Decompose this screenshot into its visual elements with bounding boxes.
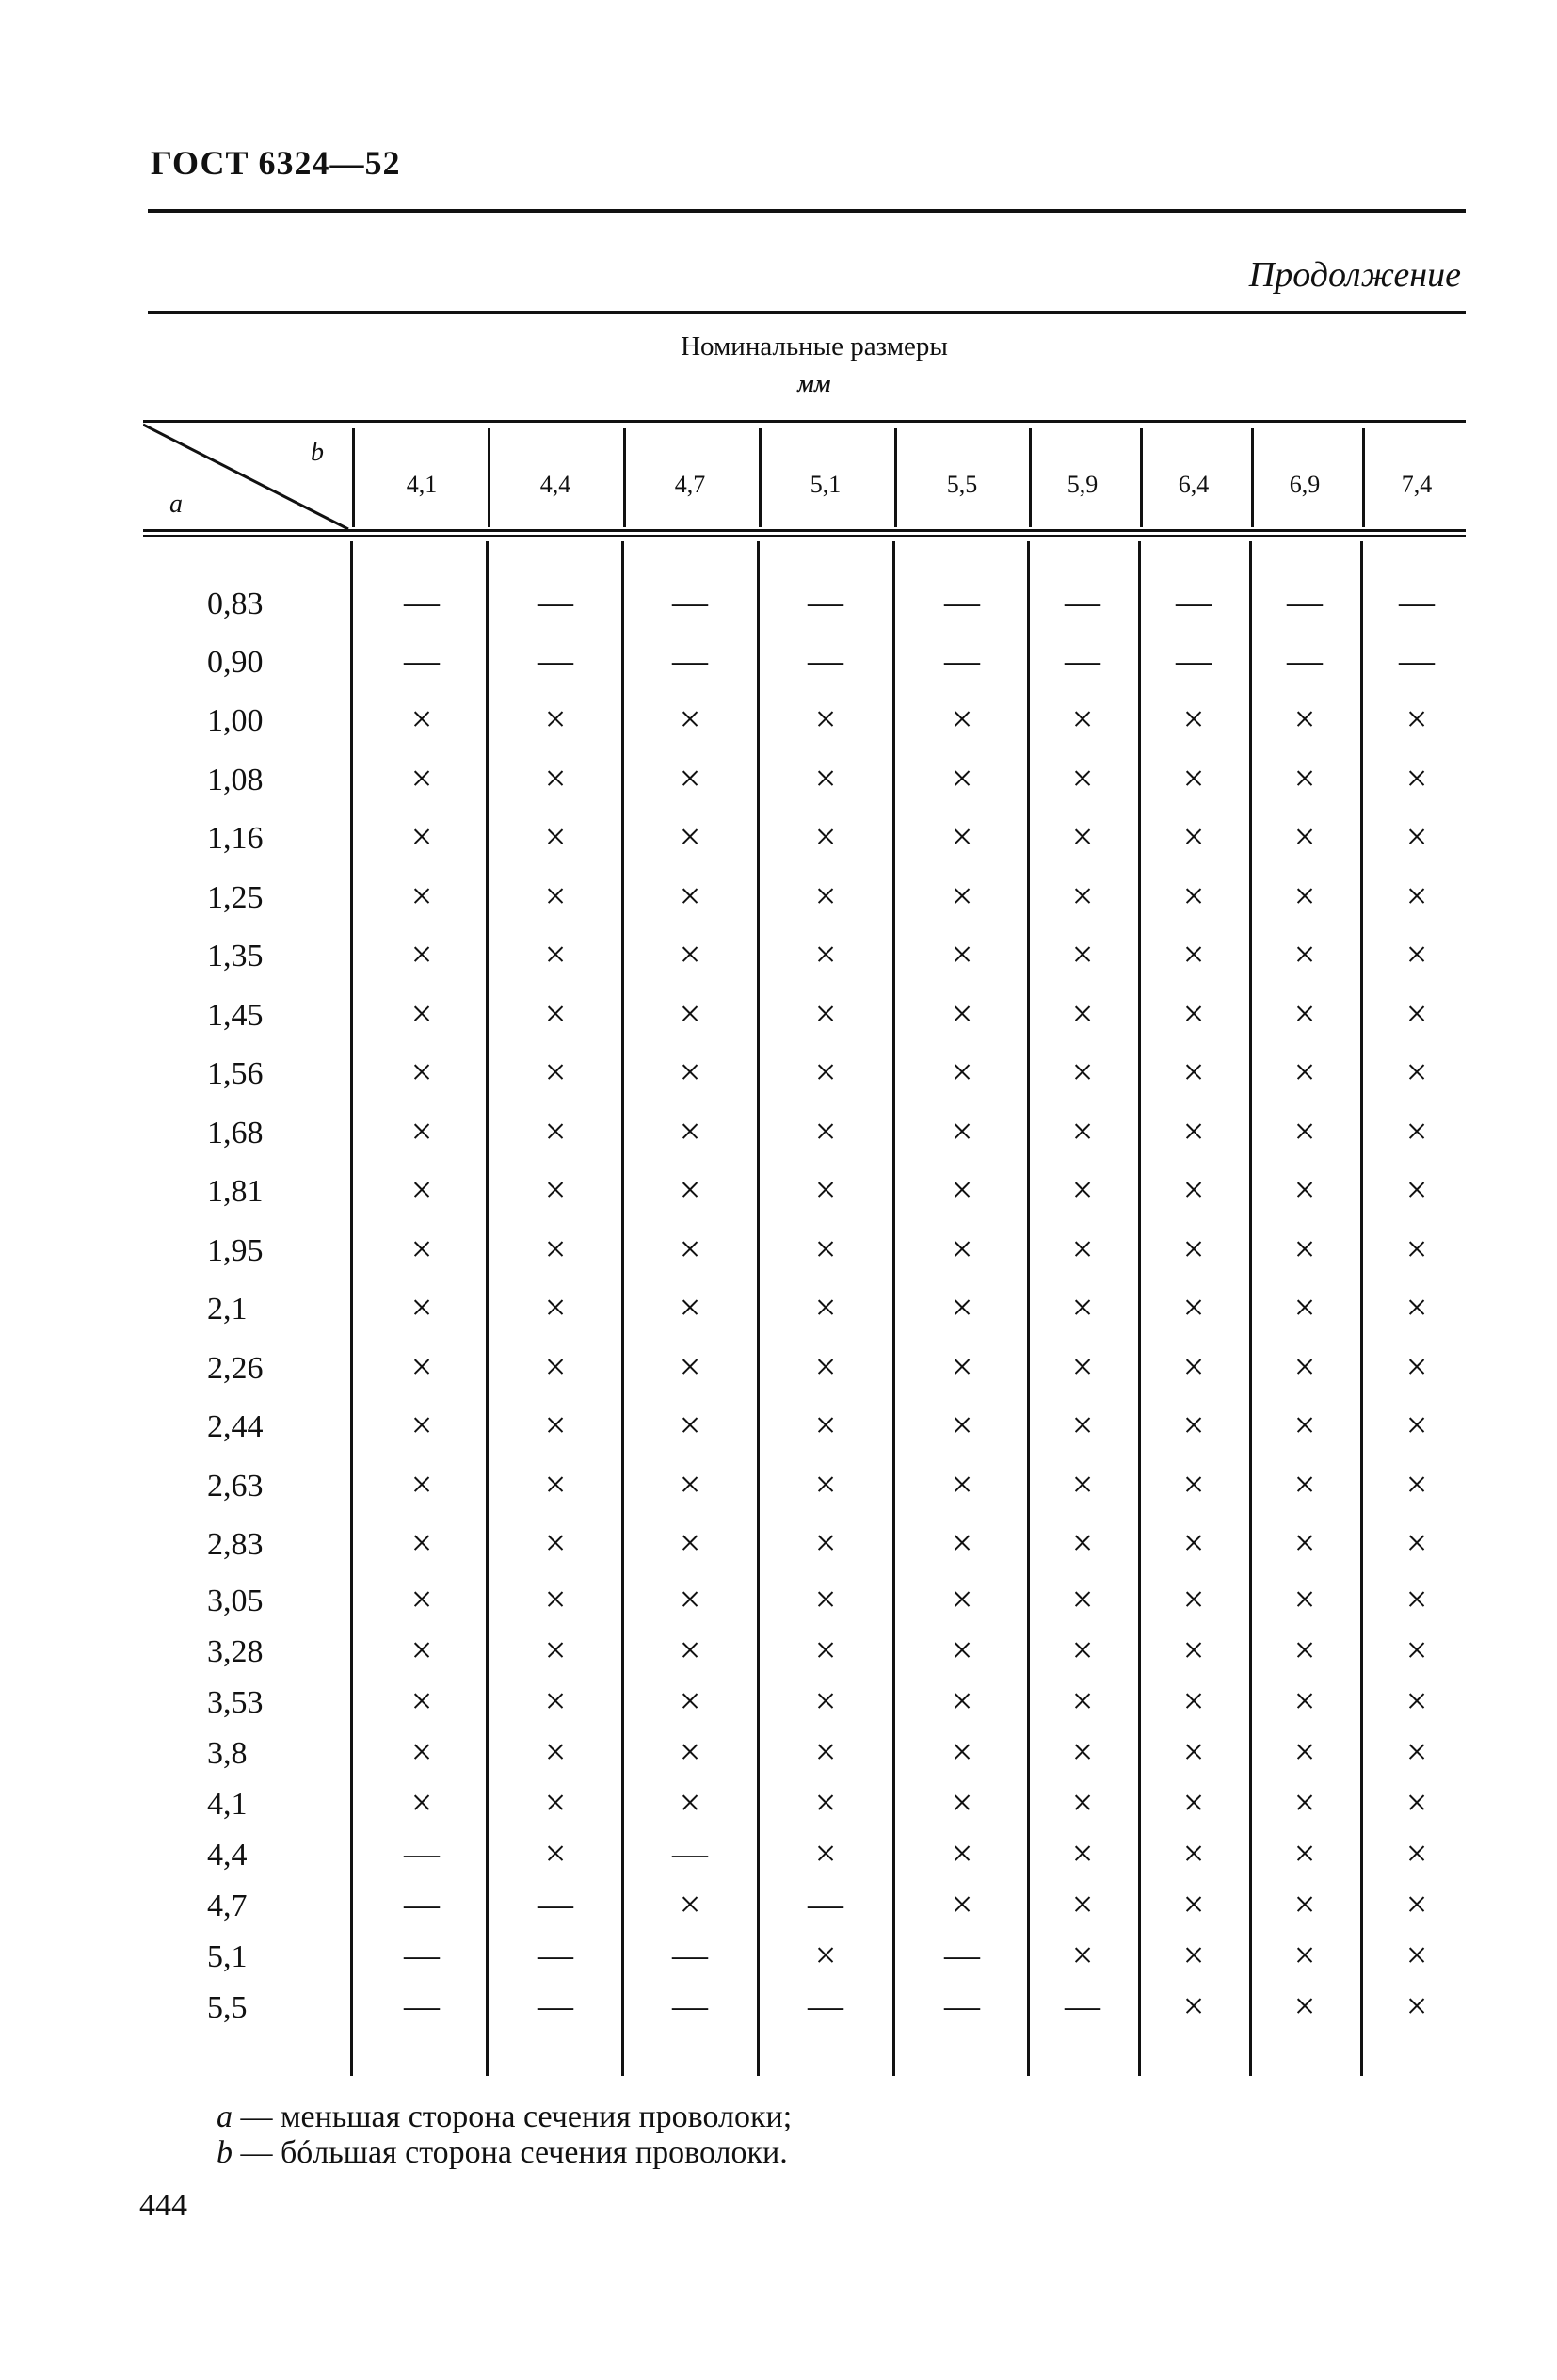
table-cell-dash: — [672, 1986, 708, 2026]
table-cell-cross: × [814, 1228, 837, 1270]
table-cell-cross: × [1293, 1985, 1316, 2027]
legend-a-text: — меньшая сторона сечения проволоки; [233, 2099, 793, 2134]
table-cell-cross: × [544, 1578, 567, 1620]
table-cell-cross: × [410, 815, 433, 858]
table-cell-cross: × [1293, 1578, 1316, 1620]
table-top-rule [148, 311, 1466, 314]
row-label: 2,63 [207, 1469, 264, 1504]
table-cell-cross: × [1071, 933, 1094, 975]
top-rule [148, 209, 1466, 213]
table-cell-cross: × [1071, 1345, 1094, 1388]
table-cell-cross: × [1071, 757, 1094, 799]
table-cell-cross: × [1182, 1781, 1205, 1824]
row-label: 0,83 [207, 587, 264, 621]
table-cell-cross: × [814, 1521, 837, 1564]
row-label: 0,90 [207, 645, 264, 680]
table-cell-cross: × [1293, 1404, 1316, 1446]
table-cell-cross: × [951, 1730, 973, 1773]
table-cell-cross: × [814, 1286, 837, 1328]
table-cell-cross: × [814, 757, 837, 799]
table-cell-cross: × [814, 815, 837, 858]
table-cell-dash: — [1176, 641, 1212, 681]
table-cell-cross: × [544, 1521, 567, 1564]
table-cell-cross: × [544, 875, 567, 917]
table-cell-cross: × [679, 875, 701, 917]
continuation-label: Продолжение [1248, 255, 1461, 295]
table-cell-cross: × [410, 698, 433, 740]
table-cell-cross: × [544, 1680, 567, 1722]
table-cell-cross: × [1071, 1110, 1094, 1152]
table-cell-cross: × [814, 1463, 837, 1505]
table-cell-cross: × [410, 1578, 433, 1620]
table-cell-cross: × [679, 1110, 701, 1152]
table-cell-cross: × [544, 1629, 567, 1671]
row-label: 1,95 [207, 1233, 264, 1268]
table-cell-cross: × [410, 875, 433, 917]
table-cell-cross: × [544, 1228, 567, 1270]
table-cell-cross: × [1293, 933, 1316, 975]
column-header: 6,4 [1178, 471, 1210, 498]
table-cell-cross: × [679, 1730, 701, 1773]
table-cell-cross: × [544, 698, 567, 740]
table-cell-cross: × [1071, 815, 1094, 858]
row-label: 2,1 [207, 1292, 248, 1327]
table-cell-dash: — [808, 641, 843, 681]
table-cell-cross: × [679, 698, 701, 740]
header-bottom-rule-2 [143, 535, 1466, 537]
row-axis-label: a [169, 490, 183, 519]
table-cell-cross: × [951, 933, 973, 975]
table-cell-cross: × [679, 1521, 701, 1564]
table-cell-cross: × [814, 875, 837, 917]
table-cell-dash: — [538, 1986, 573, 2026]
table-cell-cross: × [1182, 1286, 1205, 1328]
table-cell-cross: × [1182, 1578, 1205, 1620]
table-cell-cross: × [1405, 933, 1428, 975]
column-header: 5,1 [810, 471, 842, 498]
table-cell-dash: — [672, 583, 708, 622]
table-cell-cross: × [951, 1404, 973, 1446]
table-cell-cross: × [1182, 1110, 1205, 1152]
table-cell-cross: × [1405, 1110, 1428, 1152]
table-caption: Номинальные размеры [681, 331, 948, 362]
table-cell-cross: × [1405, 1578, 1428, 1620]
table-cell-cross: × [410, 1629, 433, 1671]
table-cell-dash: — [1287, 583, 1323, 622]
table-cell-cross: × [1293, 1680, 1316, 1722]
table-cell-cross: × [1071, 1521, 1094, 1564]
header-column-divider [352, 428, 355, 527]
table-cell-cross: × [1293, 1832, 1316, 1874]
table-cell-dash: — [944, 641, 980, 681]
table-cell-cross: × [1405, 1404, 1428, 1446]
table-cell-cross: × [1293, 1345, 1316, 1388]
table-cell-cross: × [1405, 1168, 1428, 1211]
table-cell-cross: × [951, 1629, 973, 1671]
table-cell-cross: × [1071, 1629, 1094, 1671]
table-cell-cross: × [814, 992, 837, 1035]
legend-a [217, 2099, 792, 2135]
table-cell-dash: — [1176, 583, 1212, 622]
row-label: 4,7 [207, 1889, 248, 1923]
table-cell-cross: × [1071, 1228, 1094, 1270]
table-cell-cross: × [951, 1521, 973, 1564]
table-cell-cross: × [1293, 1629, 1316, 1671]
table-cell-dash: — [1065, 583, 1100, 622]
table-cell-cross: × [951, 1345, 973, 1388]
table-cell-cross: × [679, 1168, 701, 1211]
table-cell-cross: × [951, 992, 973, 1035]
table-cell-dash: — [672, 1936, 708, 1975]
table-cell-cross: × [679, 1883, 701, 1925]
row-label: 2,83 [207, 1527, 264, 1562]
table-cell-cross: × [814, 1629, 837, 1671]
table-cell-cross: × [1293, 1168, 1316, 1211]
table-cell-cross: × [410, 1781, 433, 1824]
table-cell-cross: × [1182, 815, 1205, 858]
table-cell-cross: × [410, 1404, 433, 1446]
table-cell-cross: × [1182, 933, 1205, 975]
table-cell-cross: × [814, 1781, 837, 1824]
table-cell-cross: × [1293, 1228, 1316, 1270]
table-cell-dash: — [538, 1936, 573, 1975]
table-cell-cross: × [544, 933, 567, 975]
table-cell-cross: × [679, 1463, 701, 1505]
table-unit: мм [797, 370, 831, 397]
table-cell-cross: × [1293, 1286, 1316, 1328]
table-cell-cross: × [1405, 1629, 1428, 1671]
table-cell-cross: × [1182, 1521, 1205, 1564]
legend-a-symbol: a [217, 2099, 233, 2134]
table-cell-cross: × [951, 1781, 973, 1824]
table-cell-cross: × [1071, 1934, 1094, 1976]
table-cell-cross: × [1293, 757, 1316, 799]
table-cell-cross: × [1405, 992, 1428, 1035]
table-cell-cross: × [951, 875, 973, 917]
column-divider [892, 541, 895, 2076]
table-cell-cross: × [814, 1404, 837, 1446]
table-cell-cross: × [410, 1228, 433, 1270]
table-cell-cross: × [951, 1228, 973, 1270]
row-label: 4,1 [207, 1787, 248, 1822]
table-cell-cross: × [410, 1110, 433, 1152]
table-cell-cross: × [1182, 1228, 1205, 1270]
table-cell-dash: — [538, 583, 573, 622]
table-cell-dash: — [944, 1986, 980, 2026]
table-cell-cross: × [1182, 992, 1205, 1035]
table-cell-cross: × [1293, 1730, 1316, 1773]
table-cell-cross: × [1182, 1168, 1205, 1211]
table-cell-cross: × [814, 1578, 837, 1620]
table-cell-dash: — [1399, 583, 1435, 622]
table-cell-cross: × [1182, 698, 1205, 740]
table-cell-cross: × [1182, 1051, 1205, 1093]
table-cell-cross: × [1293, 875, 1316, 917]
table-cell-cross: × [1182, 1985, 1205, 2027]
table-cell-cross: × [1405, 1228, 1428, 1270]
table-cell-cross: × [951, 1832, 973, 1874]
table-cell-cross: × [1071, 1832, 1094, 1874]
table-cell-cross: × [410, 1680, 433, 1722]
table-cell-cross: × [544, 1345, 567, 1388]
table-cell-cross: × [544, 1832, 567, 1874]
table-cell-dash: — [404, 1936, 440, 1975]
column-header: 4,1 [406, 471, 438, 498]
row-label: 2,44 [207, 1409, 264, 1444]
table-cell-cross: × [1071, 1730, 1094, 1773]
table-cell-cross: × [1071, 1680, 1094, 1722]
table-cell-dash: — [538, 641, 573, 681]
table-cell-cross: × [1293, 1110, 1316, 1152]
table-cell-cross: × [951, 1110, 973, 1152]
table-cell-dash: — [1399, 641, 1435, 681]
column-divider [350, 541, 353, 2076]
table-cell-dash: — [538, 1885, 573, 1924]
table-cell-cross: × [410, 933, 433, 975]
column-header: 6,9 [1289, 471, 1321, 498]
row-label: 5,1 [207, 1939, 248, 1974]
table-cell-cross: × [1182, 875, 1205, 917]
table-cell-cross: × [544, 1051, 567, 1093]
table-cell-cross: × [679, 1228, 701, 1270]
table-cell-dash: — [808, 1986, 843, 2026]
table-cell-cross: × [951, 1286, 973, 1328]
column-header: 7,4 [1401, 471, 1433, 498]
row-label: 5,5 [207, 1990, 248, 2025]
table-cell-cross: × [951, 1168, 973, 1211]
table-cell-dash: — [404, 1986, 440, 2026]
table-cell-cross: × [951, 757, 973, 799]
table-cell-cross: × [1071, 1578, 1094, 1620]
table-cell-cross: × [1071, 698, 1094, 740]
table-cell-dash: — [808, 1885, 843, 1924]
table-cell-cross: × [544, 1463, 567, 1505]
row-label: 4,4 [207, 1838, 248, 1873]
legend-b-symbol: b [217, 2135, 233, 2170]
table-cell-cross: × [814, 1730, 837, 1773]
table-cell-cross: × [1405, 1051, 1428, 1093]
table-cell-cross: × [1071, 875, 1094, 917]
table-cell-cross: × [951, 1680, 973, 1722]
table-cell-cross: × [1405, 1680, 1428, 1722]
table-cell-cross: × [544, 757, 567, 799]
table-cell-cross: × [544, 992, 567, 1035]
table-cell-cross: × [1071, 1286, 1094, 1328]
table-cell-cross: × [1293, 1934, 1316, 1976]
table-cell-cross: × [544, 1781, 567, 1824]
table-cell-cross: × [679, 1404, 701, 1446]
table-cell-cross: × [544, 1730, 567, 1773]
row-label: 3,05 [207, 1584, 264, 1618]
table-cell-cross: × [814, 933, 837, 975]
table-cell-cross: × [1182, 1934, 1205, 1976]
row-label: 3,28 [207, 1634, 264, 1669]
table-cell-dash: — [672, 1834, 708, 1873]
table-cell-cross: × [1405, 698, 1428, 740]
row-label: 1,25 [207, 880, 264, 915]
table-cell-cross: × [1071, 1051, 1094, 1093]
table-cell-cross: × [1293, 1883, 1316, 1925]
table-cell-cross: × [814, 1680, 837, 1722]
table-cell-dash: — [404, 1885, 440, 1924]
table-cell-cross: × [951, 1051, 973, 1093]
table-cell-cross: × [410, 1345, 433, 1388]
table-cell-cross: × [814, 1110, 837, 1152]
table-cell-dash: — [944, 1936, 980, 1975]
table-cell-cross: × [951, 1578, 973, 1620]
table-cell-cross: × [679, 815, 701, 858]
legend-b-text: — бóльшая сторона сечения проволоки. [233, 2135, 788, 2170]
table-cell-cross: × [1182, 1832, 1205, 1874]
table-cell-cross: × [1182, 1463, 1205, 1505]
table-cell-cross: × [1071, 1463, 1094, 1505]
table-cell-cross: × [679, 757, 701, 799]
column-header: 5,9 [1067, 471, 1099, 498]
table-cell-dash: — [1287, 641, 1323, 681]
table-cell-dash: — [404, 641, 440, 681]
column-header: 4,4 [539, 471, 571, 498]
table-cell-cross: × [1071, 992, 1094, 1035]
page-number: 444 [139, 2188, 187, 2223]
table-cell-cross: × [951, 1463, 973, 1505]
table-cell-cross: × [679, 1680, 701, 1722]
row-label: 1,81 [207, 1174, 264, 1209]
table-cell-cross: × [1293, 1463, 1316, 1505]
row-label: 1,68 [207, 1116, 264, 1150]
table-cell-cross: × [814, 698, 837, 740]
row-label: 2,26 [207, 1351, 264, 1386]
table-cell-cross: × [679, 1286, 701, 1328]
table-cell-cross: × [544, 1404, 567, 1446]
table-cell-cross: × [1405, 1934, 1428, 1976]
table-cell-cross: × [1071, 1168, 1094, 1211]
table-cell-cross: × [951, 698, 973, 740]
row-label: 1,00 [207, 703, 264, 738]
table-cell-cross: × [679, 1051, 701, 1093]
table-cell-cross: × [1293, 815, 1316, 858]
table-cell-cross: × [1293, 1521, 1316, 1564]
table-cell-cross: × [544, 1286, 567, 1328]
column-header: 4,7 [674, 471, 706, 498]
table-cell-dash: — [944, 583, 980, 622]
row-label: 1,35 [207, 939, 264, 973]
table-cell-cross: × [1182, 1345, 1205, 1388]
table-cell-cross: × [544, 1110, 567, 1152]
table-cell-cross: × [1405, 1883, 1428, 1925]
table-cell-dash: — [1065, 641, 1100, 681]
table-cell-cross: × [1405, 1985, 1428, 2027]
table-cell-cross: × [410, 992, 433, 1035]
table-cell-cross: × [544, 1168, 567, 1211]
table-cell-cross: × [1182, 757, 1205, 799]
table-cell-cross: × [814, 1832, 837, 1874]
table-cell-cross: × [1405, 1781, 1428, 1824]
table-cell-cross: × [410, 757, 433, 799]
table-cell-cross: × [410, 1730, 433, 1773]
table-cell-cross: × [410, 1463, 433, 1505]
table-cell-cross: × [679, 992, 701, 1035]
table-cell-cross: × [1293, 1051, 1316, 1093]
row-label: 1,08 [207, 763, 264, 797]
table-cell-cross: × [1405, 1521, 1428, 1564]
table-cell-cross: × [1182, 1730, 1205, 1773]
table-cell-cross: × [1405, 757, 1428, 799]
table-cell-cross: × [1293, 1781, 1316, 1824]
table-cell-cross: × [1182, 1629, 1205, 1671]
table-cell-cross: × [1293, 992, 1316, 1035]
table-cell-cross: × [1405, 1730, 1428, 1773]
table-cell-cross: × [410, 1286, 433, 1328]
table-cell-cross: × [951, 815, 973, 858]
table-cell-cross: × [1405, 1286, 1428, 1328]
table-cell-dash: — [808, 583, 843, 622]
table-cell-dash: — [404, 1834, 440, 1873]
table-cell-cross: × [1071, 1404, 1094, 1446]
table-cell-cross: × [814, 1168, 837, 1211]
row-label: 1,16 [207, 821, 264, 856]
legend-b [217, 2135, 788, 2171]
col-axis-label: b [311, 438, 324, 467]
table-cell-cross: × [679, 1629, 701, 1671]
table-cell-cross: × [951, 1883, 973, 1925]
row-label: 3,8 [207, 1736, 248, 1771]
table-cell-cross: × [1182, 1680, 1205, 1722]
table-cell-cross: × [1405, 815, 1428, 858]
table-cell-cross: × [1405, 1345, 1428, 1388]
table-cell-cross: × [1293, 698, 1316, 740]
table-cell-dash: — [1065, 1986, 1100, 2026]
table-cell-cross: × [814, 1345, 837, 1388]
table-cell-cross: × [1182, 1404, 1205, 1446]
document-code: ГОСТ 6324—52 [151, 144, 401, 182]
table-cell-cross: × [1405, 875, 1428, 917]
table-cell-cross: × [814, 1051, 837, 1093]
table-cell-cross: × [410, 1521, 433, 1564]
table-cell-cross: × [1405, 1463, 1428, 1505]
table-cell-cross: × [1071, 1883, 1094, 1925]
table-cell-cross: × [410, 1051, 433, 1093]
table-cell-cross: × [1071, 1781, 1094, 1824]
table-cell-cross: × [410, 1168, 433, 1211]
table-cell-cross: × [1405, 1832, 1428, 1874]
row-label: 3,53 [207, 1685, 264, 1720]
table-cell-cross: × [679, 933, 701, 975]
table-cell-cross: × [544, 815, 567, 858]
table-cell-cross: × [1182, 1883, 1205, 1925]
row-label: 1,56 [207, 1056, 264, 1091]
column-header: 5,5 [946, 471, 978, 498]
row-label: 1,45 [207, 998, 264, 1033]
table-cell-cross: × [814, 1934, 837, 1976]
table-cell-cross: × [679, 1578, 701, 1620]
table-cell-cross: × [679, 1781, 701, 1824]
table-cell-cross: × [679, 1345, 701, 1388]
table-cell-dash: — [672, 641, 708, 681]
table-cell-dash: — [404, 583, 440, 622]
